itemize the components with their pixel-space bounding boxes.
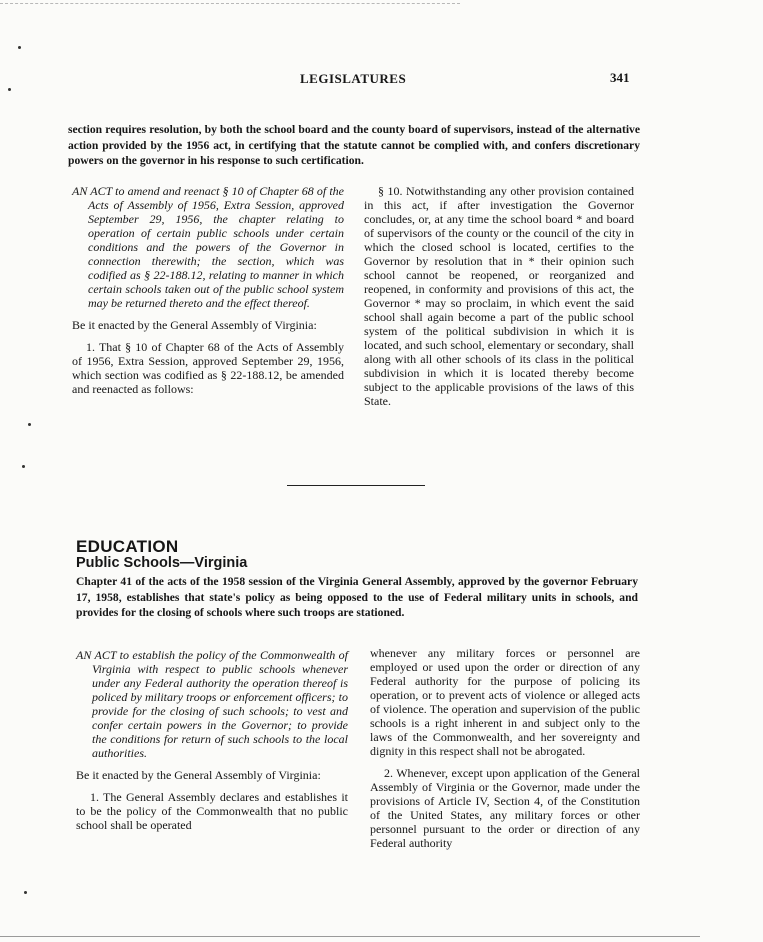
continuation-summary: section requires resolution, by both the school board and the county board of supervisors, instead of the alternative action provided by the 1956 act, in certifying that the statute cannot be complied with, and confers discretionary powers on the governor in his response to such certification.	[68, 123, 640, 167]
running-head: LEGISLATURES	[300, 71, 407, 86]
top-left-column	[72, 184, 344, 404]
scan-edge-bottom	[0, 936, 700, 937]
section-paragraph: whenever any military forces or personnel are employed or used upon the order or direction of any Federal authority for the purpose of policing its operation, or to prevent acts of violence or alleged acts of violence. The operation and supervision of the public schools is a right inherent in and subject only to the laws of the Commonwealth, and her sovereignty and dignity in this respect shall not be abrogated.	[370, 646, 640, 758]
section-paragraph: 1. The General Assembly declares and establishes it to be the policy of the Commonwealth that no public school shall be operated	[76, 790, 348, 832]
page-number: 341	[610, 70, 630, 85]
section-paragraph: 1. That § 10 of Chapter 68 of the Acts of Assembly of 1956, Extra Session, approved September 29, 1956, which section was codified as § 22-188.12, be amended and reenacted as follows:	[72, 340, 344, 396]
scan-speck	[8, 88, 11, 91]
section-10-text: § 10. Notwithstanding any other provision contained in this act, if after investigation the Governor concludes, or, at any time the school board * and board of supervisors of the county or the council of the city in which the closed school is located, certifies to the Governor by resolution that in * their opinion such school cannot be reopened, or reorganized and reopened, in conformity and provisions of this act, the Governor * may so proclaim, in which event the said school shall again become a part of the public school system of the political subdivision in which it is located, and such school, elementary or secondary, shall along with all other schools of its class in the political subdivision in which it is located thereby become subject to the applicable provisions of the laws of this State.	[364, 184, 634, 408]
top-right-column	[364, 184, 634, 416]
enacting-clause: Be it enacted by the General Assembly of Virginia:	[72, 318, 317, 332]
section-subtitle: Public Schools—Virginia	[76, 555, 248, 571]
scan-speck	[28, 423, 31, 426]
bottom-right-column	[370, 646, 640, 858]
section-divider	[287, 485, 425, 486]
act-title: AN ACT to amend and reenact § 10 of Chapter 68 of the Acts of Assembly of 1956, Extra Session, approved September 29, 1956, the chapter relating to operation of certain public schools under certain conditions and the powers of the Governor in connection therewith; the section, which was codified as § 22-188.12, relating to manner in which certain schools taken out of the public school system may be returned thereto and the effect thereof.	[72, 184, 344, 310]
scan-speck	[18, 46, 21, 49]
enacting-clause: Be it enacted by the General Assembly of Virginia:	[76, 768, 321, 782]
act-title: AN ACT to establish the policy of the Commonwealth of Virginia with respect to public schools whenever under any Federal authority the operation thereof is policed by military troops or enforcement officers; to provide for the closing of such schools; to vest and confer certain powers in the Governor; to provide the conditions for return of such schools to the local authorities.	[76, 648, 348, 760]
scan-edge-top	[0, 3, 460, 4]
scan-speck	[24, 891, 27, 894]
section-paragraph: 2. Whenever, except upon application of the General Assembly of Virginia or the Governor, made under the provisions of Article IV, Section 4, of the Constitution of the United States, any military forces or other personnel pursuant to the order or direction of any Federal authority	[370, 766, 640, 850]
bottom-left-column	[76, 648, 348, 840]
chapter-summary: Chapter 41 of the acts of the 1958 session of the Virginia General Assembly, approved by the governor February 17, 1958, establishes that state's policy as being opposed to the use of Federal military units in schools, and provides for the closing of schools where such troops are stationed.	[76, 575, 638, 619]
section-title: EDUCATION	[76, 537, 179, 556]
scan-speck	[22, 465, 25, 468]
